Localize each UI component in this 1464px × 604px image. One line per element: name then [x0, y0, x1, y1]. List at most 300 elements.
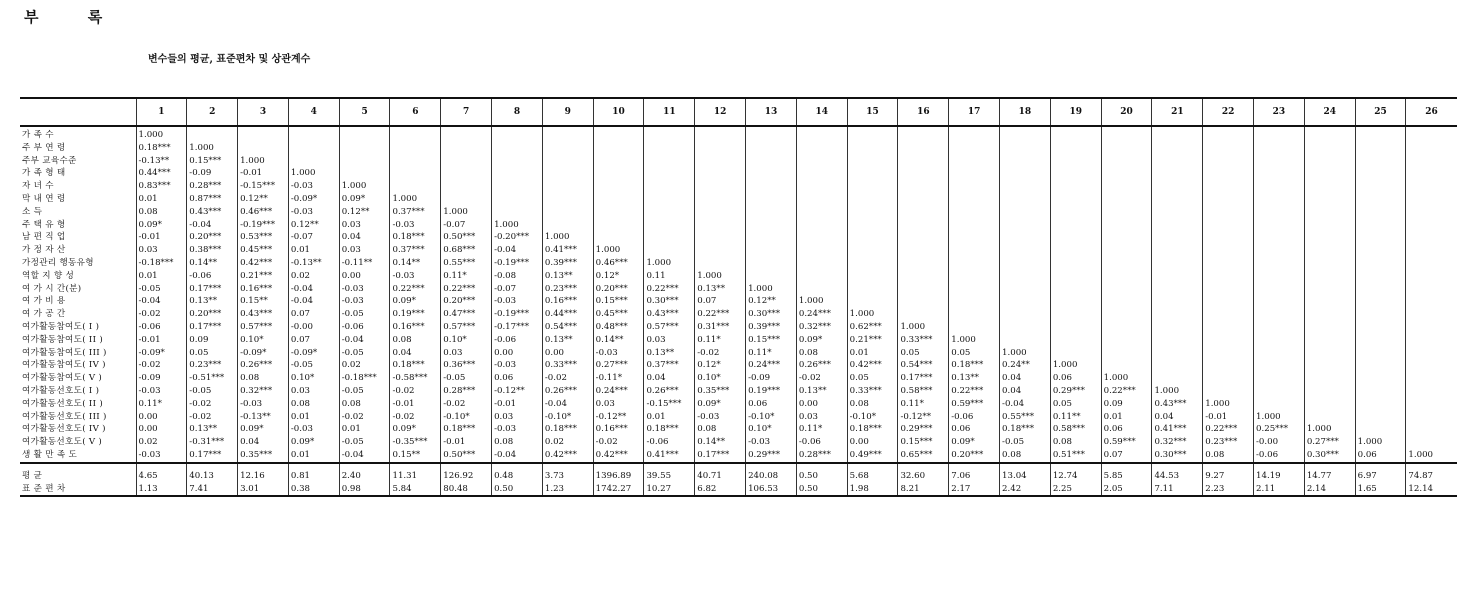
table-cell — [746, 193, 797, 206]
table-cell: -0.02 — [542, 372, 593, 385]
table-cell: 1.000 — [746, 283, 797, 296]
table-cell: 0.11 — [644, 270, 695, 283]
table-cell — [1355, 231, 1406, 244]
table-cell: 1.000 — [644, 257, 695, 270]
table-cell: -0.06 — [339, 321, 390, 334]
table-cell — [1101, 206, 1152, 219]
table-cell: -0.08 — [492, 270, 543, 283]
table-cell — [390, 126, 441, 142]
table-cell: -0.09* — [288, 193, 339, 206]
table-row — [20, 270, 1457, 283]
table-cell: -0.02 — [339, 411, 390, 424]
table-cell: 0.03 — [796, 411, 847, 424]
table-cell — [1203, 155, 1254, 168]
table-cell: 0.04 — [339, 231, 390, 244]
table-cell — [492, 180, 543, 193]
table-cell: 0.14** — [187, 257, 238, 270]
table-cell — [593, 126, 644, 142]
table-cell — [644, 167, 695, 180]
table-cell — [1254, 257, 1305, 270]
table-cell — [441, 193, 492, 206]
column-header: 4 — [288, 98, 339, 126]
table-cell — [1152, 308, 1203, 321]
row-label: 표 준 편 차 — [20, 483, 136, 497]
table-cell: 0.57*** — [441, 321, 492, 334]
table-cell: 2.11 — [1254, 483, 1305, 497]
table-cell — [1000, 206, 1051, 219]
table-row — [20, 155, 1457, 168]
table-cell — [1152, 231, 1203, 244]
table-row — [20, 398, 1457, 411]
table-cell: 0.38*** — [187, 244, 238, 257]
table-cell: 0.18*** — [644, 423, 695, 436]
table-cell: 2.25 — [1050, 483, 1101, 497]
table-cell — [847, 270, 898, 283]
table-cell — [1203, 257, 1254, 270]
table-cell — [695, 155, 746, 168]
table-cell — [1406, 206, 1457, 219]
table-cell — [1355, 321, 1406, 334]
table-cell: 0.08 — [1000, 449, 1051, 463]
table-cell: 0.62*** — [847, 321, 898, 334]
table-cell — [1000, 180, 1051, 193]
table-cell: 0.50 — [796, 463, 847, 483]
table-cell — [1355, 372, 1406, 385]
table-cell — [949, 321, 1000, 334]
table-cell — [1355, 244, 1406, 257]
table-cell: 13.04 — [1000, 463, 1051, 483]
table-cell — [1101, 155, 1152, 168]
table-cell: 0.03 — [136, 244, 187, 257]
table-cell: 0.06 — [746, 398, 797, 411]
table-cell — [1254, 180, 1305, 193]
table-cell: 1.98 — [847, 483, 898, 497]
table-cell: 0.21*** — [847, 334, 898, 347]
table-cell — [1254, 283, 1305, 296]
table-cell: 0.28*** — [187, 180, 238, 193]
table-cell — [746, 257, 797, 270]
table-cell — [949, 257, 1000, 270]
table-cell: 0.13** — [187, 423, 238, 436]
table-cell: -0.05 — [339, 347, 390, 360]
table-cell: 0.32*** — [796, 321, 847, 334]
table-cell: 0.13** — [187, 295, 238, 308]
table-cell: 0.09* — [136, 219, 187, 232]
table-cell: 0.00 — [492, 347, 543, 360]
table-cell: -0.05 — [339, 385, 390, 398]
table-cell: 0.20*** — [187, 231, 238, 244]
table-cell — [1254, 398, 1305, 411]
table-cell: -0.03 — [492, 295, 543, 308]
table-cell: 6.82 — [695, 483, 746, 497]
table-cell — [1101, 193, 1152, 206]
table-cell: 0.43*** — [238, 308, 289, 321]
table-cell: 0.42*** — [593, 449, 644, 463]
table-cell: 0.22*** — [695, 308, 746, 321]
table-cell — [847, 126, 898, 142]
table-cell: 0.26*** — [644, 385, 695, 398]
table-cell: 0.00 — [136, 411, 187, 424]
table-cell — [1203, 231, 1254, 244]
table-cell — [1203, 295, 1254, 308]
table-cell: 0.15*** — [746, 334, 797, 347]
table-cell: 0.27*** — [593, 359, 644, 372]
table-cell — [1101, 334, 1152, 347]
row-label: 여가활동참여도( V ) — [22, 373, 103, 384]
table-cell — [390, 142, 441, 155]
table-cell — [1304, 167, 1355, 180]
table-cell — [1355, 126, 1406, 142]
table-cell: 0.11* — [898, 398, 949, 411]
table-cell — [1203, 219, 1254, 232]
table-cell: 0.09* — [796, 334, 847, 347]
table-cell — [1050, 206, 1101, 219]
table-cell — [746, 155, 797, 168]
appendix-header: 부 록 — [24, 8, 125, 26]
table-cell: 0.47*** — [441, 308, 492, 321]
table-cell: 0.00 — [136, 423, 187, 436]
table-cell — [796, 231, 847, 244]
table-cell: -0.03 — [339, 295, 390, 308]
table-cell — [695, 142, 746, 155]
table-cell: 1.000 — [1000, 347, 1051, 360]
table-cell: -0.12** — [593, 411, 644, 424]
table-cell: 1.000 — [238, 155, 289, 168]
table-cell: 0.19*** — [746, 385, 797, 398]
table-cell — [1304, 180, 1355, 193]
table-cell — [1000, 308, 1051, 321]
table-cell — [1152, 270, 1203, 283]
table-cell — [898, 206, 949, 219]
table-cell — [1254, 308, 1305, 321]
table-cell: -0.06 — [187, 270, 238, 283]
table-cell: 0.13** — [644, 347, 695, 360]
table-cell — [1254, 244, 1305, 257]
table-cell — [1304, 206, 1355, 219]
table-cell — [1101, 219, 1152, 232]
table-cell: 0.04 — [1000, 372, 1051, 385]
table-cell: 5.85 — [1101, 463, 1152, 483]
table-row — [20, 244, 1457, 257]
table-cell: 0.57*** — [644, 321, 695, 334]
table-cell — [1050, 155, 1101, 168]
table-cell — [441, 142, 492, 155]
table-cell: 0.16*** — [238, 283, 289, 296]
table-cell — [1406, 283, 1457, 296]
table-cell — [1050, 180, 1101, 193]
table-cell — [593, 180, 644, 193]
table-cell: -0.03 — [492, 423, 543, 436]
table-cell: 0.14** — [390, 257, 441, 270]
table-cell — [898, 295, 949, 308]
row-label: 막 내 연 령 — [22, 193, 66, 204]
table-cell: -0.19*** — [492, 257, 543, 270]
table-cell: 1.000 — [288, 167, 339, 180]
table-cell — [796, 180, 847, 193]
table-cell: -0.03 — [593, 347, 644, 360]
table-cell — [1406, 126, 1457, 142]
table-cell — [644, 244, 695, 257]
table-cell — [339, 155, 390, 168]
table-cell: 32.60 — [898, 463, 949, 483]
table-cell — [1355, 398, 1406, 411]
table-row — [20, 257, 1457, 270]
table-cell: -0.02 — [593, 436, 644, 449]
table-cell: 0.08 — [238, 372, 289, 385]
table-cell: -0.02 — [796, 372, 847, 385]
column-header: 13 — [746, 98, 797, 126]
table-cell: 2.14 — [1304, 483, 1355, 497]
table-cell: 1.000 — [187, 142, 238, 155]
table-cell: 0.65*** — [898, 449, 949, 463]
table-cell: 0.09 — [1101, 398, 1152, 411]
table-cell: 0.57*** — [238, 321, 289, 334]
table-cell — [1000, 334, 1051, 347]
table-cell: 0.20*** — [593, 283, 644, 296]
table-cell: 0.48*** — [593, 321, 644, 334]
table-cell — [441, 155, 492, 168]
table-cell — [1304, 270, 1355, 283]
table-cell: -0.03 — [339, 283, 390, 296]
table-cell — [796, 193, 847, 206]
table-cell: 0.13** — [542, 334, 593, 347]
table-cell: 0.49*** — [847, 449, 898, 463]
table-cell: 0.11* — [746, 347, 797, 360]
table-cell — [1355, 295, 1406, 308]
table-cell — [1050, 231, 1101, 244]
table-cell: -0.00 — [1254, 436, 1305, 449]
table-cell — [390, 155, 441, 168]
row-label: 여 가 비 용 — [22, 296, 66, 307]
table-cell: 0.39*** — [542, 257, 593, 270]
table-cell: -0.04 — [492, 244, 543, 257]
table-cell — [1203, 321, 1254, 334]
table-cell: 2.17 — [949, 483, 1000, 497]
table-cell — [949, 167, 1000, 180]
table-cell: -0.13** — [288, 257, 339, 270]
table-cell: 0.54*** — [898, 359, 949, 372]
table-cell: 0.37*** — [644, 359, 695, 372]
table-cell — [644, 219, 695, 232]
table-cell: 2.40 — [339, 463, 390, 483]
table-cell: 0.43*** — [1152, 398, 1203, 411]
table-cell: 1.23 — [542, 483, 593, 497]
table-row — [20, 359, 1457, 372]
table-cell — [593, 193, 644, 206]
table-cell: 0.08 — [695, 423, 746, 436]
table-cell — [644, 206, 695, 219]
table-cell — [1254, 347, 1305, 360]
table-cell: 0.50*** — [441, 231, 492, 244]
table-cell — [390, 167, 441, 180]
table-cell: 0.31*** — [695, 321, 746, 334]
table-cell — [949, 180, 1000, 193]
table-cell: 8.21 — [898, 483, 949, 497]
table-cell: 0.58*** — [898, 385, 949, 398]
table-cell — [1203, 126, 1254, 142]
table-cell — [796, 257, 847, 270]
table-cell: 0.27*** — [1304, 436, 1355, 449]
table-cell: 0.30*** — [1152, 449, 1203, 463]
table-cell — [441, 180, 492, 193]
table-cell — [1203, 270, 1254, 283]
table-cell: -0.11** — [339, 257, 390, 270]
table-cell: 0.08 — [492, 436, 543, 449]
table-row — [20, 321, 1457, 334]
table-cell — [1406, 411, 1457, 424]
table-cell: 7.41 — [187, 483, 238, 497]
table-cell — [644, 126, 695, 142]
table-cell: 0.68*** — [441, 244, 492, 257]
table-cell: 0.46*** — [593, 257, 644, 270]
table-cell — [593, 167, 644, 180]
table-cell — [542, 219, 593, 232]
table-cell — [898, 167, 949, 180]
table-cell — [1355, 219, 1406, 232]
table-cell — [1050, 193, 1101, 206]
column-header: 3 — [238, 98, 289, 126]
table-cell: -0.09 — [746, 372, 797, 385]
table-cell: 1.000 — [593, 244, 644, 257]
table-cell: 0.12** — [238, 193, 289, 206]
table-cell — [1000, 167, 1051, 180]
table-cell: 0.11** — [1050, 411, 1101, 424]
table-cell: 0.09* — [390, 423, 441, 436]
table-cell: 0.19*** — [390, 308, 441, 321]
table-cell: 11.31 — [390, 463, 441, 483]
row-label: 가 족 형 태 — [22, 168, 66, 179]
table-cell: 0.11* — [796, 423, 847, 436]
table-cell — [898, 244, 949, 257]
table-cell: 1.000 — [1101, 372, 1152, 385]
table-cell: 0.24*** — [593, 385, 644, 398]
table-cell: 0.04 — [238, 436, 289, 449]
table-cell: -0.09* — [136, 347, 187, 360]
table-cell — [1050, 167, 1101, 180]
table-cell — [1254, 167, 1305, 180]
table-cell: 39.55 — [644, 463, 695, 483]
table-cell: 1.000 — [542, 231, 593, 244]
table-cell — [1254, 219, 1305, 232]
table-cell: 0.44*** — [542, 308, 593, 321]
table-cell: -0.15*** — [644, 398, 695, 411]
table-cell — [1355, 155, 1406, 168]
table-cell: -0.35*** — [390, 436, 441, 449]
table-cell: -0.09 — [136, 372, 187, 385]
table-cell: -0.06 — [1254, 449, 1305, 463]
table-cell — [1254, 206, 1305, 219]
table-cell: -0.05 — [339, 308, 390, 321]
table-cell — [1355, 308, 1406, 321]
table-cell — [898, 193, 949, 206]
table-cell: -0.04 — [339, 449, 390, 463]
table-cell — [1406, 372, 1457, 385]
table-cell: -0.04 — [288, 283, 339, 296]
table-cell — [1101, 283, 1152, 296]
table-cell — [339, 126, 390, 142]
table-cell — [949, 231, 1000, 244]
table-cell: -0.06 — [644, 436, 695, 449]
table-cell: 1.000 — [898, 321, 949, 334]
table-cell: -0.10* — [441, 411, 492, 424]
table-cell: 0.04 — [390, 347, 441, 360]
table-cell: 0.24*** — [746, 359, 797, 372]
table-cell: -0.04 — [542, 398, 593, 411]
table-cell — [1050, 321, 1101, 334]
table-row — [20, 283, 1457, 296]
table-cell: -0.05 — [136, 283, 187, 296]
table-cell: 9.27 — [1203, 463, 1254, 483]
row-label: 여가활동참여도( III ) — [22, 347, 107, 358]
table-cell: -0.03 — [390, 219, 441, 232]
table-cell — [1050, 126, 1101, 142]
table-cell: 0.04 — [1000, 385, 1051, 398]
table-cell: 1.000 — [1355, 436, 1406, 449]
table-cell — [1304, 257, 1355, 270]
table-cell: 1.000 — [796, 295, 847, 308]
table-cell — [1050, 283, 1101, 296]
table-cell: -0.31*** — [187, 436, 238, 449]
table-cell — [1304, 155, 1355, 168]
table-cell: 40.13 — [187, 463, 238, 483]
table-cell — [1355, 167, 1406, 180]
table-cell — [1355, 180, 1406, 193]
table-cell — [1304, 411, 1355, 424]
table-cell: 0.08 — [390, 334, 441, 347]
table-cell: 0.02 — [542, 436, 593, 449]
table-cell — [1203, 244, 1254, 257]
table-cell: -0.19*** — [238, 219, 289, 232]
table-cell — [746, 167, 797, 180]
table-cell — [238, 126, 289, 142]
table-cell — [1050, 244, 1101, 257]
column-header: 25 — [1355, 98, 1406, 126]
table-cell — [593, 206, 644, 219]
table-cell: -0.04 — [339, 334, 390, 347]
table-cell: -0.02 — [390, 411, 441, 424]
table-cell — [898, 270, 949, 283]
table-cell: 1.000 — [339, 180, 390, 193]
correlation-table — [20, 97, 1457, 497]
table-cell — [1304, 126, 1355, 142]
table-cell — [1050, 308, 1101, 321]
table-cell: 0.24** — [1000, 359, 1051, 372]
table-cell: 0.05 — [187, 347, 238, 360]
table-cell: 0.03 — [593, 398, 644, 411]
table-cell — [1101, 295, 1152, 308]
table-cell — [1101, 359, 1152, 372]
variable-header-cell — [20, 98, 136, 126]
table-cell: -0.18*** — [339, 372, 390, 385]
table-cell: 0.22*** — [390, 283, 441, 296]
table-cell — [1304, 308, 1355, 321]
table-cell: -0.09* — [238, 347, 289, 360]
table-cell: 0.14** — [593, 334, 644, 347]
table-cell: -0.06 — [136, 321, 187, 334]
table-cell: 0.22*** — [644, 283, 695, 296]
table-cell — [949, 142, 1000, 155]
table-cell: -0.13** — [136, 155, 187, 168]
table-cell — [492, 142, 543, 155]
table-cell — [1152, 193, 1203, 206]
table-cell — [847, 206, 898, 219]
table-cell: 0.33*** — [542, 359, 593, 372]
table-row — [20, 449, 1457, 463]
table-cell: 0.17*** — [695, 449, 746, 463]
table-cell: -0.01 — [238, 167, 289, 180]
table-cell: 0.02 — [288, 270, 339, 283]
table-cell — [1203, 142, 1254, 155]
